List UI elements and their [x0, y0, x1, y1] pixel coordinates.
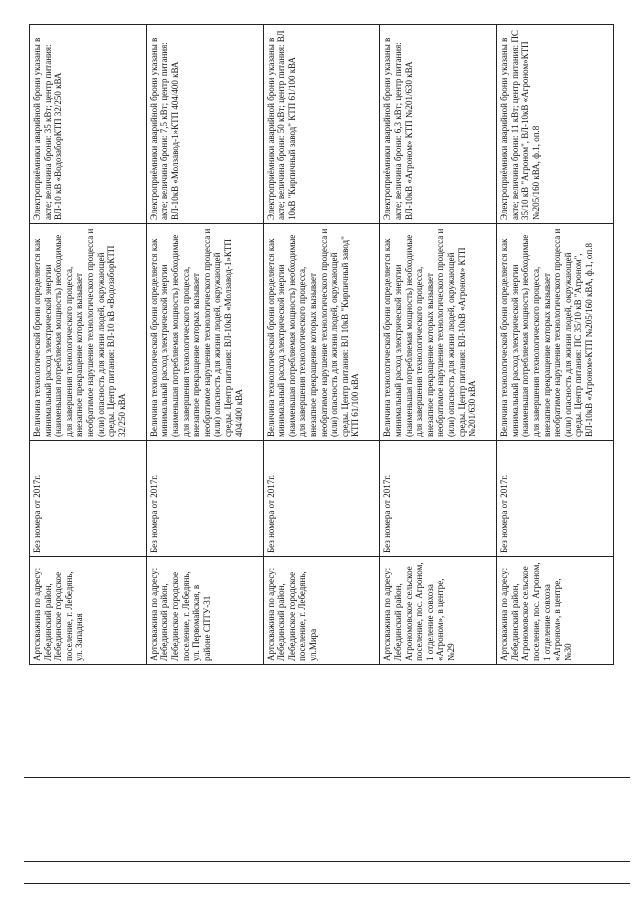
number-cell: Без номера от 2017г. [146, 441, 263, 557]
emergency-reserve-cell: Электроприёмники аварийной брони указаны в акте; величина брони: 35 кВт; центр питания: ВЛ-10 кВ «ВодозаборКТП 32/250 кВА [30, 25, 147, 224]
location-cell: Артскважина по адресу: Лебединский район, Лебединское городское поселение, г. Лебедянь, ул. Западная [30, 557, 147, 665]
number-cell: Без номера от 2017г. [30, 441, 147, 557]
number-cell: Без номера от 2017г. [380, 441, 497, 557]
horizontal-rule [24, 883, 630, 884]
emergency-reserve-cell: Электроприёмники аварийной брони указаны в акте; величина брони: 11 кВт; центр питания: ПС 35/10 кВ "Агроном", ВЛ-10кВ «Агроном»КТП №205/160 кВА, ф.1, оп.8 [497, 25, 614, 224]
technological-reserve-cell: Величина технологической брони определяется как минимальный расход электрической энергии (наименьшая потребляемая мощность) необходимые для завершения технологического процесса, внезапное прекращение которых вызывает необратимое нарушение технологического процесса и (или) опасность для жизни людей, окружающей среды. Центр питания: ВЛ-10 кВ «ВодозаборКТП 32/250 кВА [30, 224, 147, 441]
table-row [30, 25, 147, 665]
reservation-table [29, 24, 614, 665]
location-cell: Артскважина по адресу: Лебединский район, Лебединское городское поселение, г. Лебедянь, ул.Мира [263, 557, 380, 665]
table-row [497, 25, 614, 665]
location-cell: Артскважина по адресу: Лебединский район, Агрономовское сельское поселение, пос. Агроном, 1 отделение совхоза «Агроном», в центре, №30 [497, 557, 614, 665]
technological-reserve-cell: Величина технологической брони определяется как минимальный расход электрической энергии (наименьшая потребляемая мощность) необходимые для завершения технологического процесса, внезапное прекращение которых вызывает необратимое нарушение технологического процесса и (или) опасность для жизни людей, окружающей среды. Центр питания: ВЛ-10кВ «Молзавод-1»КТП 404/400 кВА [146, 224, 263, 441]
number-cell: Без номера от 2017г. [497, 441, 614, 557]
horizontal-rule [24, 777, 630, 778]
technological-reserve-cell: Величина технологической брони определяется как минимальный расход электрической энергии (наименьшая потребляемая мощность) необходимые для завершения технологического процесса, внезапное прекращение которых вызывает необратимое нарушение технологического процесса и (или) опасность для жизни людей, окружающей среды. Центр питания: ПС 35/10 кВ "Агроном", ВЛ-10кВ «Агроном»КТП №205/160 кВА, ф.1, оп.8 [497, 224, 614, 441]
technological-reserve-cell: Величина технологической брони определяется как минимальный расход электрической энергии (наименьшая потребляемая мощность) необходимые для завершения технологического процесса, внезапное прекращение которых вызывает необратимое нарушение технологического процесса и (или) опасность для жизни людей, окружающей среды. Центр питания: ВЛ 10кВ "Кирпичный завод" КТП 61/100 кВА [263, 224, 380, 441]
location-cell: Артскважина по адресу: Лебединский район, Лебединское городское поселение, г. Лебедянь, ул. Первомайская, в районе СПТУ-31 [146, 557, 263, 665]
table-row [263, 25, 380, 665]
emergency-reserve-cell: Электроприёмники аварийной брони указаны в акте; величина брони: 6,3 кВт; центр питания: ВЛ-10кВ «Агроном» КТП №201/630 кВА [380, 25, 497, 224]
emergency-reserve-cell: Электроприёмники аварийной брони указаны в акте; величина брони: 50 кВт; центр питания: ВЛ 10кВ "Кирпичный завод" КТП 61/100 кВА [263, 25, 380, 224]
number-cell: Без номера от 2017г. [263, 441, 380, 557]
rotated-table-frame [29, 25, 614, 665]
table-row [380, 25, 497, 665]
table-rotator [29, 25, 614, 665]
table-row [146, 25, 263, 665]
horizontal-rule [24, 861, 630, 862]
technological-reserve-cell: Величина технологической брони определяется как минимальный расход электрической энергии (наименьшая потребляемая мощность) необходимые для завершения технологического процесса, внезапное прекращение которых вызывает необратимое нарушение технологического процесса и (или) опасность для жизни людей, окружающей среды. Центр питания: ВЛ-10кВ «Агроном» КТП №201/630 кВА [380, 224, 497, 441]
emergency-reserve-cell: Электроприёмники аварийной брони указаны в акте; величина брони: 7,5 кВт; центр питания: ВЛ-10кВ «Молзавод-1»КТП 404/400 кВА [146, 25, 263, 224]
location-cell: Артскважина по адресу: Лебединский район, Агрономовское сельское поселение, пос. Агроном, 1 отделение совхоза «Агроном», в центре, №29 [380, 557, 497, 665]
